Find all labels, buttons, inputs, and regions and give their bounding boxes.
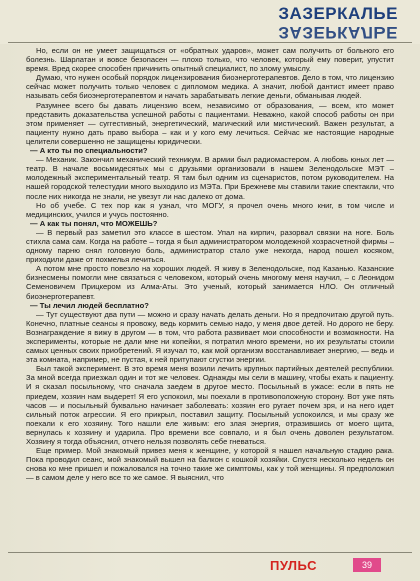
article-paragraph: Думаю, что нужен особый порядок лицензирования биоэнерготерапевтов. Дело в том, что лицензию сейчас может получить только человек с дипломом медика. А значит, любой дантист имеет право называть себя биоэнерготерапевтом и начать зарабатывать легкие деньги, обманывая людей. (26, 73, 394, 101)
header-band (0, 0, 420, 44)
article-paragraph: Но об учебе. С тех пор как я узнал, что МОГУ, я прочел очень много книг, в том числе и медицинских, учился и учусь постоянно. (26, 200, 394, 219)
page-number: 39 (361, 560, 372, 570)
article-paragraph: Был такой эксперимент. В это время меня возили лечить крупных партийных деятелей республики. За мной всегда приезжал один и тот же человек. Однажды мы сели в машину, чтобы ехать к пациенту. И я сказал посыльному, что сначала заедем в другое место. Посыльный в ужасе: если в пять не приедем, хозяин нам выдерет! Я его успокоил, мы поехали в противоположную сторону. Вот уже пять часов — и посыльный буквально начинает заболевать: хозяин его ругает почем зря, и на него идет сильный поток агрессии. Я его прикрыл, поставил защиту. Посыльный успокоился, и мы сразу же поехали к его хозяину. Того нашли еле живым: его злая энергия, отразившись от моего щита, вернулась к хозяину и ударила. Про времени все совпало, и я был очень доволен результатом. Хозяину я тогда объяснил, отчего нельзя позволять себе гневаться. (26, 364, 394, 447)
article-paragraph: Еще пример. Мой знакомый привез меня к женщине, у которой я нашел начальную стадию рака. Пока проводил сеанс, мой знакомый вышел на балкон с кошкой хозяйки. Спустя несколько недель он снова ко мне пришел и пожаловался на точно такие же симптомы, как у той женщины. Я предположил — в самом деле у него все то же самое. Я выяснил, что (26, 446, 394, 483)
article-paragraph: А потом мне просто повезло на хороших людей. Я живу в Зеленодольске, под Казанью. Казанские бизнесмены помогли мне связаться с человеком, который очень многому меня научил, – с Леонидом Семеновичем Прицкером из Алма-Аты. Это ученый, который занимается НЛО. Он отличный биоэнерготерапевт. (26, 264, 394, 301)
section-title-mirrored: ЗАЗЕРКАЛЬЕ (278, 23, 398, 42)
article-paragraph: Но, если он не умеет защищаться от «обратных ударов», может сам получить от больного его болезнь. Шарлатан и вовсе безопасен — плохо только, что человек, который ему поверит, упустит время. Вред скорее способен причинить опытный специалист, по злому умыслу. (26, 46, 394, 74)
interview-question: — А кто ты по специальности? (30, 146, 148, 156)
header-divider (8, 42, 412, 43)
section-title: ЗАЗЕРКАЛЬЕ (278, 4, 398, 23)
page-number-badge (353, 558, 381, 572)
interview-question: — Ты лечил людей бесплатно? (30, 300, 149, 310)
article-paragraph: Разумнее всего бы давать лицензию всем, независимо от образования, — всем, кто может представить доказательства успешной работы с пациентами. Неважно, какой способ работы он при этом применяет — суггестивный, энергетический, магический или мистический. Важен результат, а пациенту нужно дать право выбора – как и у кого ему лечиться. Сейчас же настоящие народные целители совершенно не защищены юридически. (26, 100, 394, 146)
magazine-brand: ПУЛЬС (270, 558, 317, 573)
footer-divider (8, 552, 412, 553)
interview-question: — А как ты понял, что МОЖЕШЬ? (30, 218, 158, 228)
page-footer (0, 552, 420, 581)
article-paragraph: — Тут существуют два пути — можно и сразу начать делать деньги. Но я предпочитаю другой путь. Конечно, платные сеансы я провожу, ведь кормить семью надо, у меня двое детей. Но дорого не беру. Вознаграждение я вижу в другом — в том, что работа развивает мои способности и возможности. На эксперименты, которые не дали мне ни копейки, я потратил много времени, но их результаты стоили самых ценных своих приобретений. Я изучал то, как мой организм восстанавливает энергию, — ведь и эта комната, например, не пустая, к ней притупают сгустки энергии. (26, 309, 394, 365)
article-paragraph: — В первый раз заметил это классе в шестом. Упал на кирпич, разорвал связки на ноге. Боль стихла сама сам. Когда на работе – тогда я был администратором молодежной хозрасчетной фирмы – одному парню снял головную боль, администратор стало уже некогда, народ пошел косяком, приходили даже от похмелья лечиться. (26, 227, 394, 265)
article-paragraph: — Механик. Закончил механический техникум. В армии был радиомастером. А любовь юных лет — театр. В начале восьмидесятых мы с друзьями организовали в нашем Зеленодольске МЭТ – молодежный экспериментальный театр. Я там был одним из сценаристов, потом руководителем. На нашей городской телестудии много выходило из МЭТа. При Брежневе мы ставили такие спектакли, что после них никогда не знали, не увезут ли нас далеко от дома. (26, 155, 394, 201)
article-body (26, 46, 394, 551)
